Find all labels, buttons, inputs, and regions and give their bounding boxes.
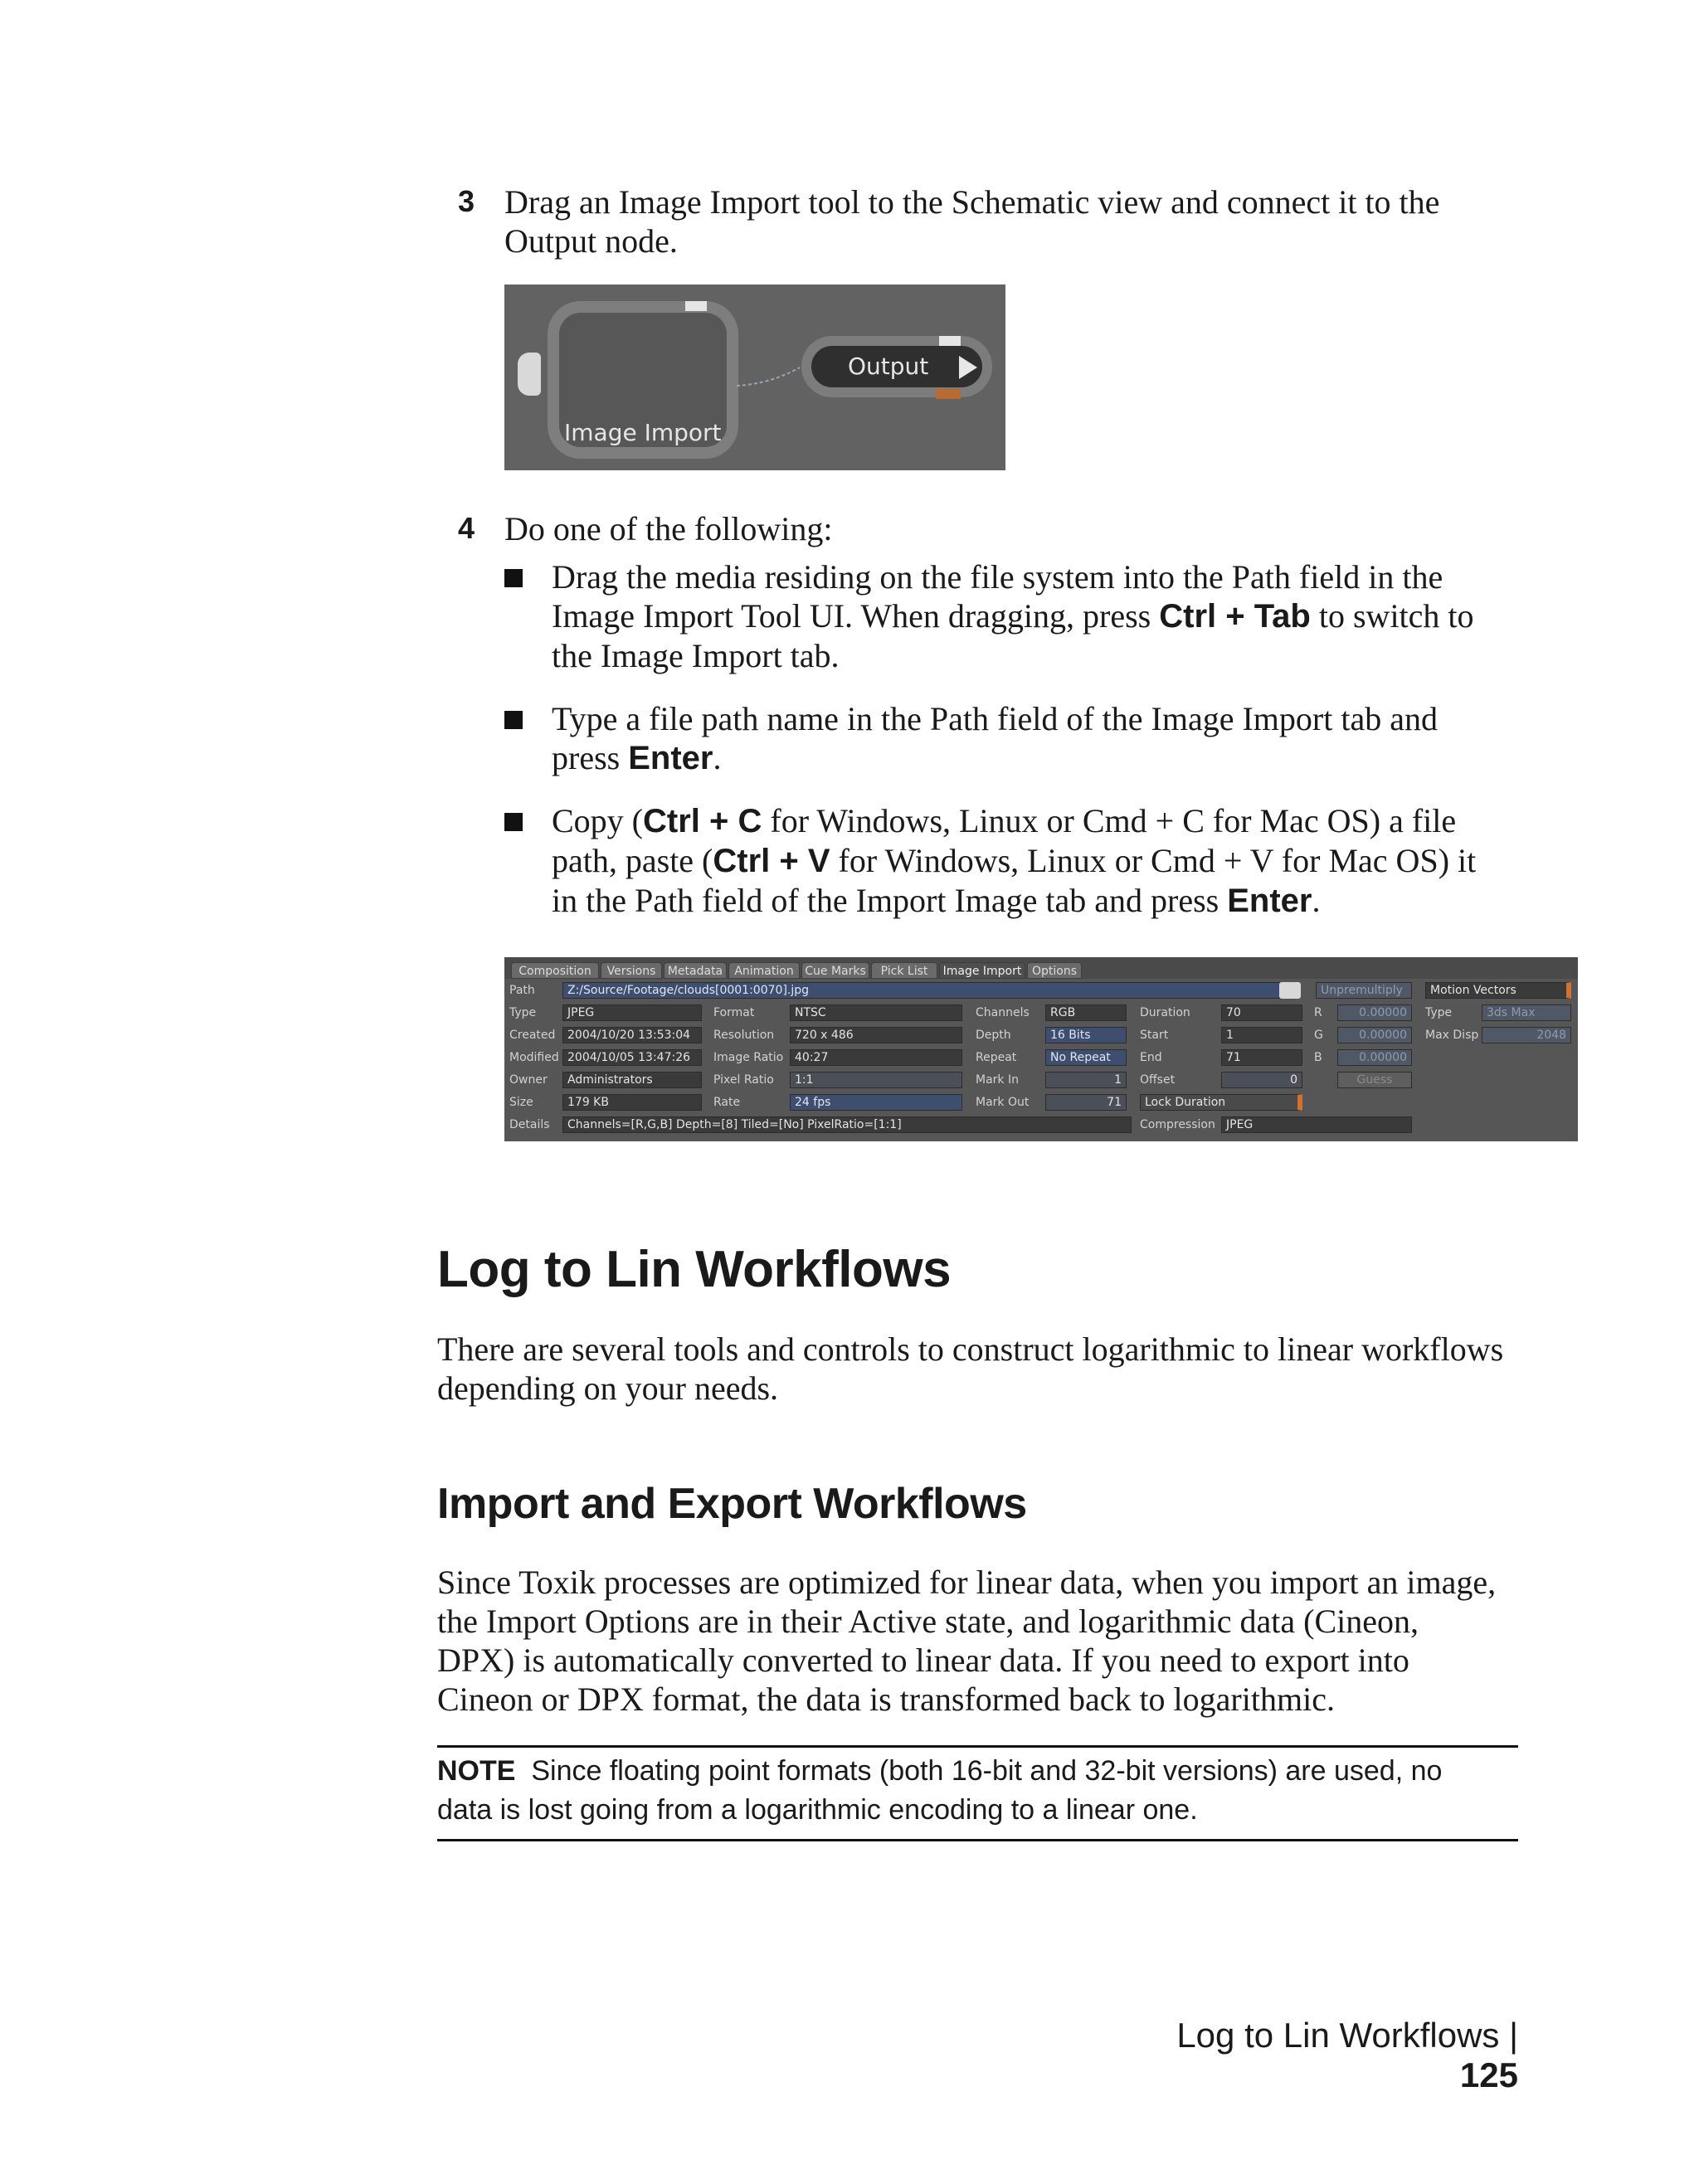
details-field[interactable]: Channels=[R,G,B] Depth=[8] Tiled=[No] PixelRatio=[1:1] bbox=[562, 1116, 1132, 1133]
text-line bbox=[437, 1752, 1442, 1791]
text-line: Drag the media residing on the file system into the Path field in the bbox=[552, 558, 1443, 596]
text-run: Copy ( bbox=[552, 802, 643, 839]
owner-field[interactable]: Administrators bbox=[562, 1072, 702, 1088]
lock-duration-toggle[interactable]: Lock Duration bbox=[1140, 1094, 1302, 1111]
text-line: Output node. bbox=[504, 222, 678, 260]
key-plus: + bbox=[699, 803, 738, 839]
tab-composition[interactable]: Composition bbox=[511, 962, 599, 979]
note-label: NOTE bbox=[437, 1755, 516, 1787]
repeat-dropdown[interactable]: No Repeat bbox=[1045, 1049, 1127, 1066]
node-status-indicator bbox=[685, 301, 707, 311]
image-import-node-label: Image Import bbox=[564, 419, 722, 446]
list-item bbox=[552, 557, 1474, 675]
path-label: Path bbox=[509, 984, 535, 997]
text-line: Since Toxik processes are optimized for linear data, when you import an image, bbox=[437, 1564, 1497, 1601]
offset-field[interactable]: 0 bbox=[1221, 1072, 1302, 1088]
step-number: 3 bbox=[458, 184, 475, 218]
connection-line bbox=[737, 359, 803, 392]
text-run: Image Import Tool UI. When dragging, press bbox=[552, 597, 1160, 635]
max-disp-field[interactable]: 2048 bbox=[1482, 1027, 1571, 1043]
start-field[interactable]: 1 bbox=[1221, 1027, 1302, 1043]
guess-button[interactable]: Guess bbox=[1337, 1072, 1412, 1088]
subsection-heading: Import and Export Workflows bbox=[437, 1480, 1027, 1528]
text-line bbox=[552, 801, 1476, 841]
mark-in-field[interactable]: 1 bbox=[1045, 1072, 1127, 1088]
image-import-node[interactable] bbox=[548, 301, 738, 459]
key-ctrl: Ctrl bbox=[713, 843, 771, 879]
text-run: for Windows, Linux or Cmd + C for Mac OS) a file bbox=[762, 802, 1457, 839]
depth-dropdown[interactable]: 16 Bits bbox=[1045, 1027, 1127, 1043]
paragraph bbox=[437, 1330, 1503, 1408]
b-value-field[interactable]: 0.00000 bbox=[1337, 1049, 1412, 1066]
image-ratio-field[interactable]: 40:27 bbox=[790, 1049, 962, 1066]
size-field[interactable]: 179 KB bbox=[562, 1094, 702, 1111]
details-label: Details bbox=[509, 1118, 550, 1131]
modified-field[interactable]: 2004/10/05 13:47:26 bbox=[562, 1049, 702, 1066]
bullet-icon bbox=[504, 711, 523, 729]
key-enter: Enter bbox=[1227, 883, 1312, 919]
schematic-screenshot bbox=[504, 285, 1005, 470]
repeat-label: Repeat bbox=[976, 1051, 1017, 1064]
output-node-label: Output bbox=[848, 353, 929, 380]
r-label: R bbox=[1314, 1006, 1322, 1019]
mv-type-label: Type bbox=[1425, 1006, 1453, 1019]
tab-metadata[interactable]: Metadata bbox=[664, 962, 727, 979]
resolution-label: Resolution bbox=[713, 1029, 775, 1042]
depth-label: Depth bbox=[976, 1029, 1011, 1042]
key-v: V bbox=[807, 843, 830, 879]
rate-dropdown[interactable]: 24 fps bbox=[790, 1094, 962, 1111]
g-value-field[interactable]: 0.00000 bbox=[1337, 1027, 1412, 1043]
image-import-ui-screenshot bbox=[504, 957, 1578, 1141]
text-run: . bbox=[1312, 882, 1321, 919]
size-label: Size bbox=[509, 1096, 533, 1109]
page-footer bbox=[1115, 2016, 1518, 2095]
text-line: Cineon or DPX format, the data is transformed back to logarithmic. bbox=[437, 1681, 1335, 1718]
browse-folder-icon[interactable] bbox=[1279, 982, 1301, 999]
text-run: in the Path field of the Import Image tab and press bbox=[552, 882, 1228, 919]
created-field[interactable]: 2004/10/20 13:53:04 bbox=[562, 1027, 702, 1043]
key-ctrl: Ctrl bbox=[643, 803, 700, 839]
section-heading: Log to Lin Workflows bbox=[437, 1241, 952, 1298]
text-line: depending on your needs. bbox=[437, 1369, 779, 1407]
max-disp-label: Max Disp bbox=[1425, 1029, 1479, 1042]
end-label: End bbox=[1140, 1051, 1162, 1064]
format-label: Format bbox=[713, 1006, 755, 1019]
duration-label: Duration bbox=[1140, 1006, 1190, 1019]
page-number: 125 bbox=[1459, 2055, 1518, 2094]
output-status-indicator bbox=[939, 336, 961, 346]
step-text bbox=[504, 182, 1439, 260]
text-line: DPX) is automatically converted to linear data. If you need to export into bbox=[437, 1642, 1409, 1679]
tab-animation[interactable]: Animation bbox=[728, 962, 800, 979]
play-arrow-icon bbox=[959, 356, 977, 379]
unpremultiply-button[interactable]: Unpremultiply bbox=[1316, 982, 1412, 999]
bullet-icon bbox=[504, 569, 523, 587]
note-text: Since floating point formats (both 16-bit and 32-bit versions) are used, no bbox=[531, 1755, 1443, 1787]
footer-separator: | bbox=[1509, 2016, 1518, 2055]
text-line: the Image Import tab. bbox=[552, 637, 840, 674]
duration-field[interactable]: 70 bbox=[1221, 1004, 1302, 1021]
format-field[interactable]: NTSC bbox=[790, 1004, 962, 1021]
compression-label: Compression bbox=[1140, 1118, 1215, 1131]
image-ratio-label: Image Ratio bbox=[713, 1051, 784, 1064]
mark-out-field[interactable]: 71 bbox=[1045, 1094, 1127, 1111]
owner-label: Owner bbox=[509, 1073, 548, 1087]
key-ctrl: Ctrl bbox=[1159, 598, 1217, 635]
text-run bbox=[515, 1755, 531, 1787]
key-enter: Enter bbox=[628, 740, 713, 776]
text-run: for Windows, Linux or Cmd + V for Mac OS) it bbox=[830, 842, 1477, 879]
text-line bbox=[552, 596, 1474, 636]
rate-label: Rate bbox=[713, 1096, 741, 1109]
note-box bbox=[437, 1752, 1442, 1830]
start-label: Start bbox=[1140, 1029, 1169, 1042]
output-render-indicator bbox=[936, 389, 961, 399]
text-run: press bbox=[552, 739, 629, 776]
text-line: the Import Options are in their Active state, and logarithmic data (Cineon, bbox=[437, 1603, 1419, 1640]
text-run: path, paste ( bbox=[552, 842, 713, 879]
g-label: G bbox=[1314, 1029, 1323, 1042]
tab-image-import[interactable]: Image Import bbox=[939, 962, 1025, 979]
bullet-icon bbox=[504, 813, 523, 831]
mv-type-dropdown[interactable]: 3ds Max bbox=[1482, 1004, 1571, 1021]
output-node[interactable] bbox=[801, 336, 992, 397]
pixel-ratio-label: Pixel Ratio bbox=[713, 1073, 774, 1087]
text-line bbox=[552, 738, 1438, 778]
mark-in-label: Mark In bbox=[976, 1073, 1019, 1087]
key-plus: + bbox=[1216, 598, 1254, 635]
key-c: C bbox=[738, 803, 762, 839]
paragraph bbox=[437, 1563, 1496, 1719]
motion-vectors-toggle[interactable]: Motion Vectors bbox=[1425, 982, 1571, 999]
step-text: Do one of the following: bbox=[504, 510, 833, 547]
tab-pick-list[interactable]: Pick List bbox=[871, 962, 937, 979]
key-plus: + bbox=[770, 843, 808, 879]
node-input-tab bbox=[518, 353, 541, 396]
b-label: B bbox=[1314, 1051, 1322, 1064]
text-line bbox=[552, 841, 1476, 881]
created-label: Created bbox=[509, 1029, 556, 1042]
type-field[interactable]: JPEG bbox=[562, 1004, 702, 1021]
list-item bbox=[552, 801, 1476, 921]
text-line: Type a file path name in the Path field of the Image Import tab and bbox=[552, 700, 1438, 737]
text-line bbox=[552, 881, 1476, 921]
resolution-field[interactable]: 720 x 486 bbox=[790, 1027, 962, 1043]
step-number: 4 bbox=[458, 511, 475, 545]
path-input[interactable]: Z:/Source/Footage/clouds[0001:0070].jpg bbox=[562, 982, 1283, 999]
text-line: data is lost going from a logarithmic encoding to a linear one. bbox=[437, 1794, 1198, 1826]
modified-label: Modified bbox=[509, 1051, 559, 1064]
text-run: . bbox=[713, 739, 722, 776]
end-field[interactable]: 71 bbox=[1221, 1049, 1302, 1066]
channels-field[interactable]: RGB bbox=[1045, 1004, 1127, 1021]
tab-versions[interactable]: Versions bbox=[601, 962, 662, 979]
compression-field[interactable]: JPEG bbox=[1221, 1116, 1412, 1133]
tab-cue-marks[interactable]: Cue Marks bbox=[801, 962, 869, 979]
text-line: There are several tools and controls to construct logarithmic to linear workflows bbox=[437, 1330, 1504, 1368]
list-item bbox=[552, 699, 1438, 778]
type-label: Type bbox=[509, 1006, 537, 1019]
r-value-field[interactable]: 0.00000 bbox=[1337, 1004, 1412, 1021]
tab-options[interactable]: Options bbox=[1027, 962, 1082, 979]
text-run: to switch to bbox=[1310, 597, 1474, 635]
text-line: Drag an Image Import tool to the Schematic view and connect it to the bbox=[504, 183, 1440, 221]
footer-title: Log to Lin Workflows bbox=[1176, 2016, 1500, 2055]
channels-label: Channels bbox=[976, 1006, 1030, 1019]
offset-label: Offset bbox=[1140, 1073, 1176, 1087]
mark-out-label: Mark Out bbox=[976, 1096, 1030, 1109]
note-bottom-rule bbox=[437, 1839, 1518, 1841]
key-tab: Tab bbox=[1254, 598, 1311, 635]
note-top-rule bbox=[437, 1745, 1518, 1748]
pixel-ratio-field[interactable]: 1:1 bbox=[790, 1072, 962, 1088]
